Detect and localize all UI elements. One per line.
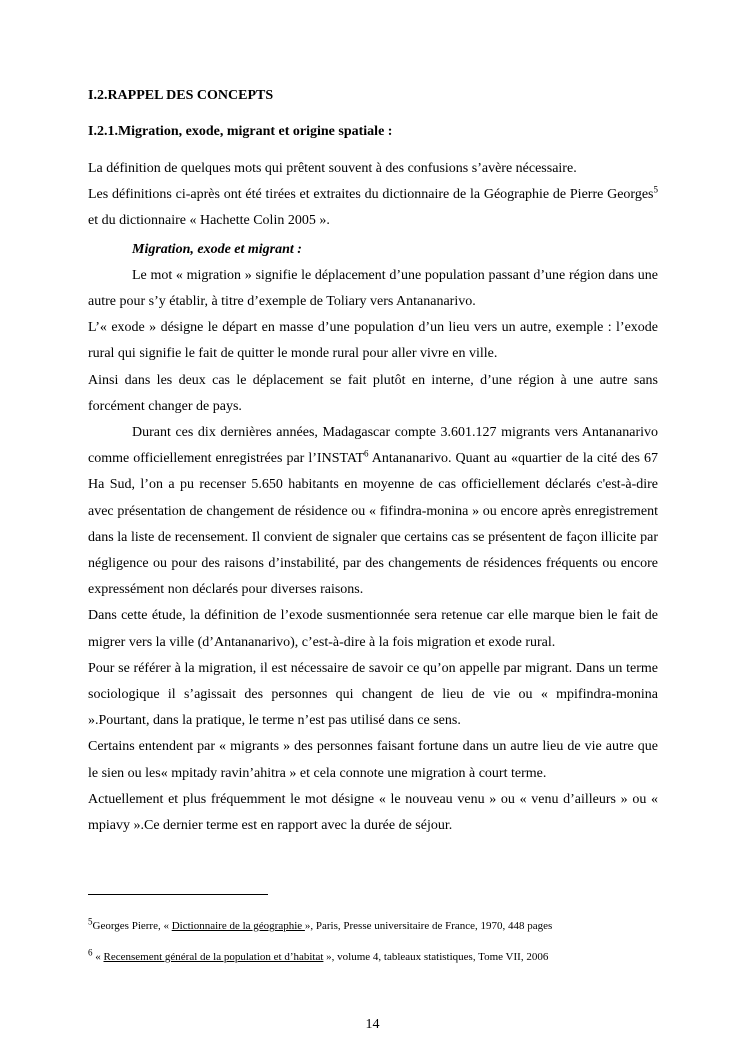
- body-text: [88, 156, 658, 839]
- paragraph-text: Les définitions ci-après ont été tirées et extraites du dictionnaire de la Géographie de Pierre Georges: [88, 187, 654, 203]
- paragraph-text: et du dictionnaire « Hachette Colin 2005 ».: [88, 213, 330, 229]
- paragraph: Pour se référer à la migration, il est nécessaire de savoir ce qu’on appelle par migrant. Dans un terme sociologique il s’agissait des personnes qui changent de lieu de vie ou « mpifindra-monina ».Pourtant, dans la pratique, le terme n’est pas utilisé dans ce sens.: [88, 660, 658, 729]
- footnote-text: », Paris, Presse universitaire de France, 1970, 448 pages: [304, 920, 553, 932]
- footnote-link[interactable]: Dictionnaire de la géographie: [171, 920, 305, 932]
- footnote-ref[interactable]: 5: [653, 184, 658, 195]
- footnote-6: [88, 947, 668, 963]
- footnote-number: 5: [88, 916, 93, 927]
- footnote-text: », volume 4, tableaux statistiques, Tome VII, 2006: [323, 951, 549, 963]
- paragraph: Certains entendent par « migrants » des personnes faisant fortune dans un autre lieu de vie autre que le sien ou les« mpitady ravin’ahitra » et cela connote une migration à court terme.: [88, 739, 658, 781]
- footnote-separator: [88, 894, 268, 895]
- section-title: I.2.RAPPEL DES CONCEPTS: [88, 88, 274, 103]
- paragraph: L’« exode » désigne le départ en masse d’une population d’un lieu vers un autre, exemple : l’exode rural qui signifie le fait de quitter le monde rural pour aller vivre en ville.: [88, 320, 658, 362]
- footnote-text: «: [92, 951, 104, 963]
- footnote-text: Georges Pierre, «: [92, 920, 172, 932]
- footnote-ref[interactable]: 6: [364, 448, 369, 459]
- paragraph-text: Durant ces dix dernières années, Madagascar compte 3.601.127 migrants vers Antananarivo comme officiellement enregistrées par l’INSTAT: [88, 425, 658, 467]
- paragraph: Actuellement et plus fréquemment le mot désigne « le nouveau venu » ou « venu d’ailleurs » ou « mpiavy ».Ce dernier terme est en rapport avec la durée de séjour.: [88, 791, 658, 834]
- footnote-link[interactable]: Recensement général de la population et d’habitat: [103, 951, 324, 963]
- paragraph: [88, 420, 658, 603]
- page-number: 14: [365, 1017, 380, 1032]
- paragraph: Dans cette étude, la définition de l’exode susmentionnée sera retenue car elle marque bien le fait de migrer vers la ville (d’Antananarivo), c’est-à-dire à la fois migration et exode rural.: [88, 608, 658, 650]
- paragraph: Le mot « migration » signifie le déplacement d’une population passant d’une région dans une autre pour s’y établir, à titre d’exemple de Toliary vers Antananarivo.: [88, 267, 658, 310]
- footnote-number: 6: [88, 947, 93, 958]
- paragraph: Ainsi dans les deux cas le déplacement se fait plutôt en interne, d’une région à une autre sans forcément changer de pays.: [88, 372, 658, 414]
- footnote-5: [88, 916, 668, 932]
- paragraph: La définition de quelques mots qui prêtent souvent à des confusions s’avère nécessaire.: [88, 161, 577, 176]
- subsection-title: I.2.1.Migration, exode, migrant et origine spatiale :: [88, 124, 393, 139]
- subheading: Migration, exode et migrant :: [132, 241, 302, 257]
- paragraph: [88, 182, 658, 234]
- paragraph-text: Antananarivo. Quant au «quartier de la cité des 67 Ha Sud, l’on a pu recenser 5.650 habitants en moyenne de cas officiellement déclarés c'est-à-dire avec présentation de changement de résidence ou « fifindra-monina » ou encore après enregistrement dans la liste de recensement. Il convient de signaler que certains cas se présentent de façon illicite par négligence ou pour des raisons d’instabilité, par des changements de résidences fréquents ou encore expressément non déclarés pour diverses raisons.: [88, 451, 658, 598]
